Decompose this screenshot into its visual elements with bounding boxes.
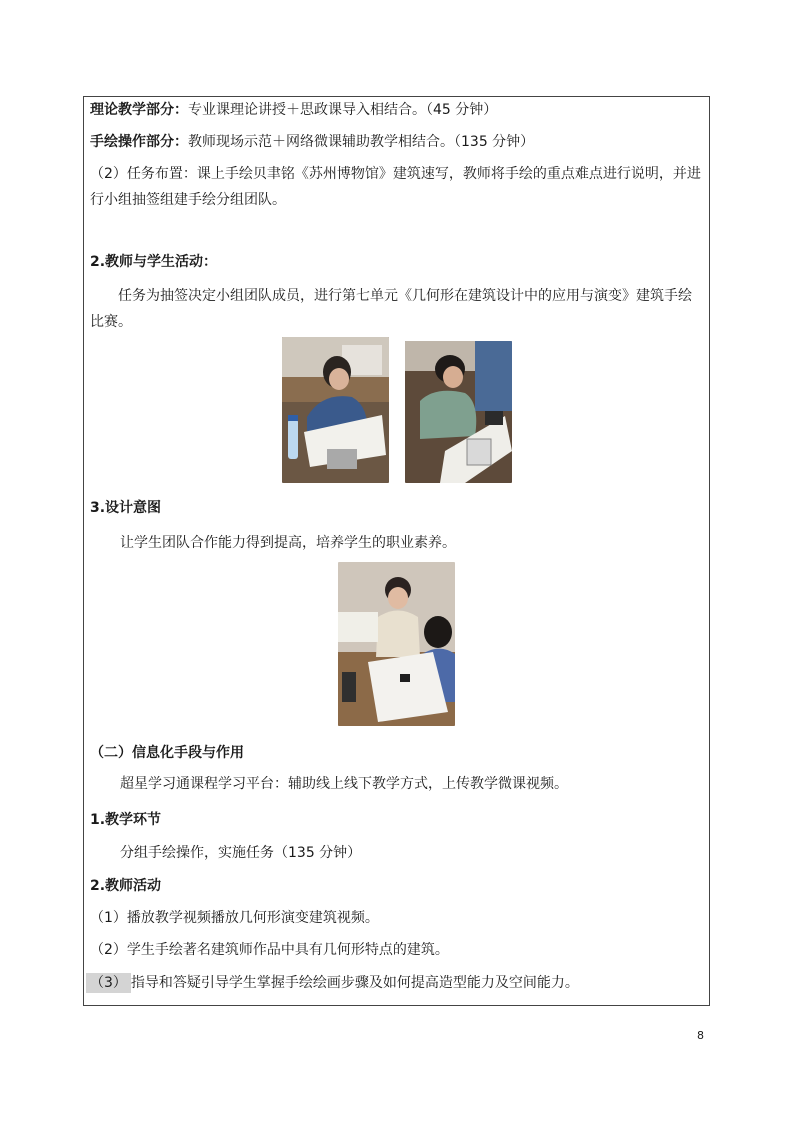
task-assignment-paragraph: （2）任务布置：课上手绘贝聿铭《苏州博物馆》建筑速写，教师将手绘的重点难点进行说明，并进行小组抽签组建手绘分组团队。 [90,166,701,208]
page-number: 8 [697,1029,704,1042]
heading-information-tools: （二）信息化手段与作用 [90,745,244,761]
hand-drawing-label: 手绘操作部分： [90,134,188,150]
teacher-activity-item-2: （2）学生手绘著名建筑师作品中具有几何形特点的建筑。 [90,942,449,958]
students-phone-photo [338,562,455,726]
teacher-activity-item-3 [90,974,579,992]
theory-text: 专业课理论讲授＋思政课导入相结合。（45 分钟） [188,102,498,118]
heading-teaching-link: 1.教学环节 [90,812,162,828]
heading-teacher-activity: 2.教师活动 [90,878,162,894]
heading-teacher-student-activity: 2.教师与学生活动： [90,254,218,270]
highlighted-item-marker: （3） [86,973,131,993]
teaching-link-text: 分组手绘操作，实施任务（135 分钟） [120,845,362,861]
teacher-activity-item-3-text: 指导和答疑引导学生掌握手绘绘画步骤及如何提高造型能力及空间能力。 [130,975,579,991]
theory-teaching-line [90,101,497,119]
teacher-activity-item-1: （1）播放教学视频播放几何形演变建筑视频。 [90,910,379,926]
students-drawing-photo-1 [282,337,389,483]
hand-drawing-text: 教师现场示范＋网络微课辅助教学相结合。（135 分钟） [188,134,535,150]
activity-paragraph: 任务为抽签决定小组团队成员，进行第七单元《几何形在建筑设计中的应用与演变》建筑手绘比赛。 [90,288,692,330]
design-intent-text: 让学生团队合作能力得到提高，培养学生的职业素养。 [120,535,456,551]
students-drawing-photo-2 [405,341,512,483]
theory-label: 理论教学部分： [90,102,188,118]
heading-design-intent: 3.设计意图 [90,500,162,516]
platform-text: 超星学习通课程学习平台：辅助线上线下教学方式，上传教学微课视频。 [120,776,568,792]
hand-drawing-line [90,133,534,151]
